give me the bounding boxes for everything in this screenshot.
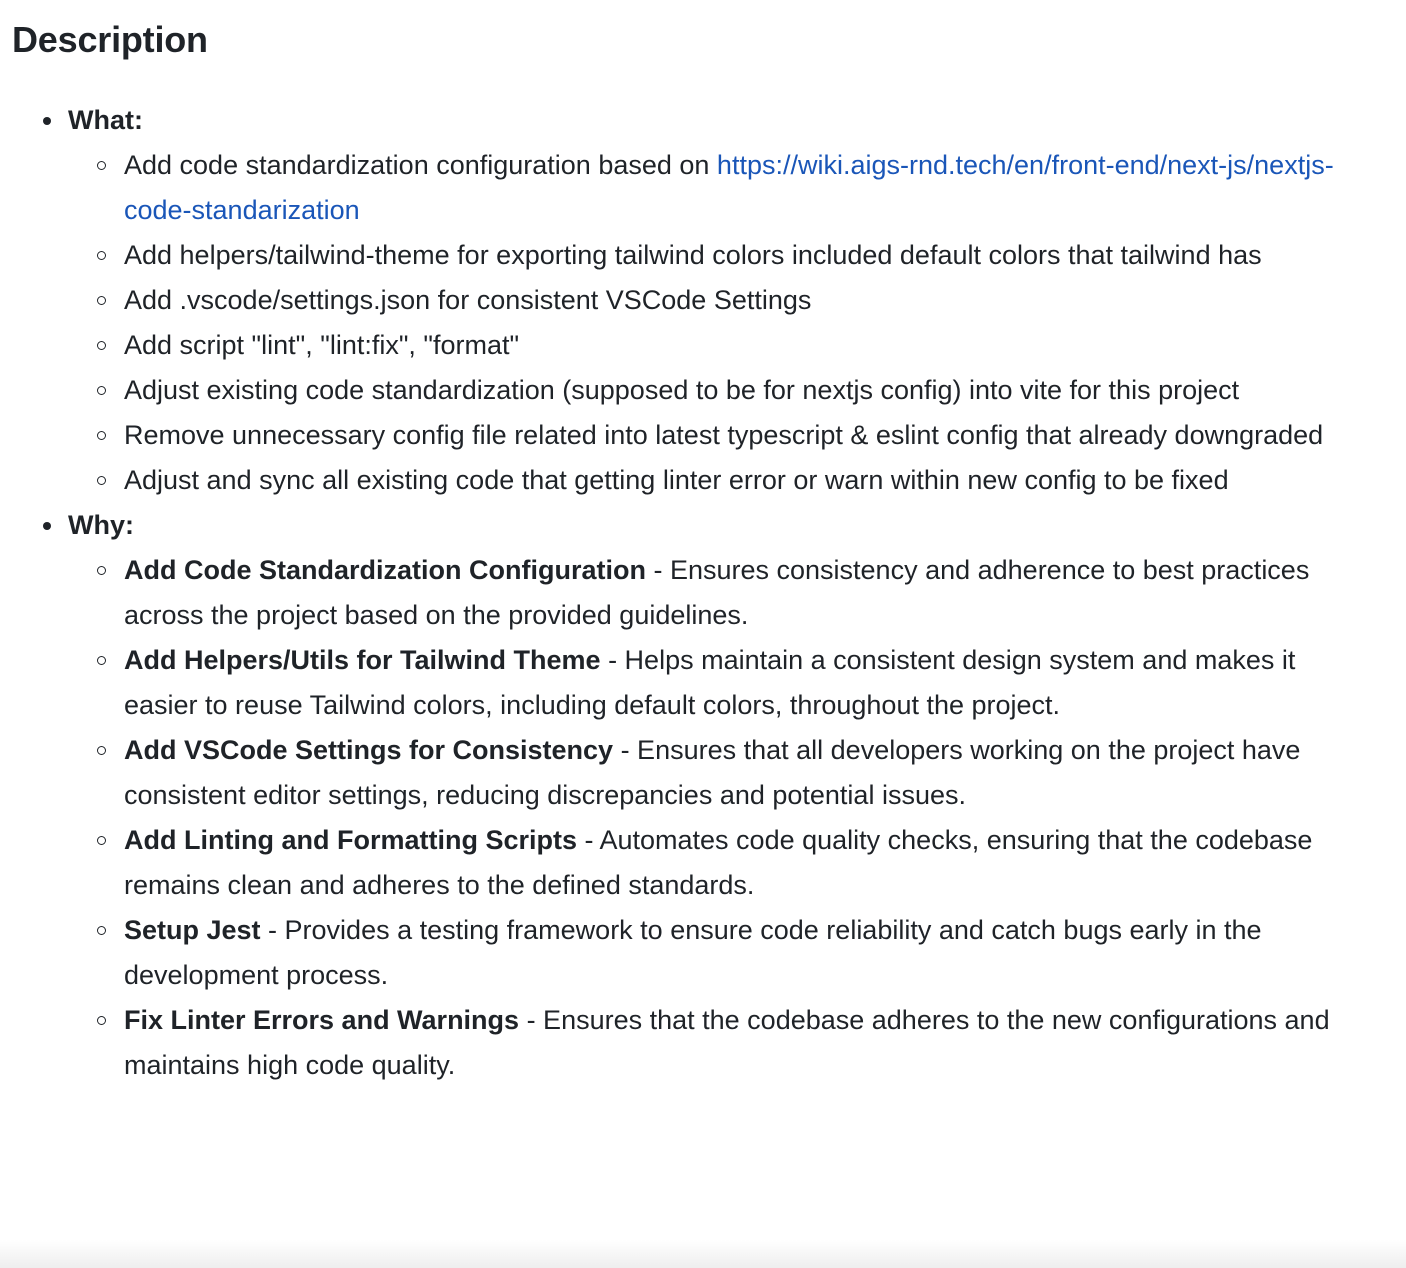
why-item <box>68 908 1344 998</box>
what-item-text: Adjust and sync all existing code that getting linter error or warn within new config to be fixed <box>124 465 1229 495</box>
what-item-text: Add .vscode/settings.json for consistent VSCode Settings <box>124 285 812 315</box>
disc-bullet-icon <box>43 117 51 125</box>
circle-bullet-icon <box>97 341 106 350</box>
why-item-desc: - Ensures consistency and adherence to best practices across the project based on the provided guidelines. <box>124 555 1310 630</box>
what-item-text: Adjust existing code standardization (supposed to be for nextjs config) into vite for this project <box>124 375 1240 405</box>
what-item-text: Add helpers/tailwind-theme for exporting tailwind colors included default colors that tailwind has <box>124 240 1262 270</box>
why-item <box>68 638 1344 728</box>
circle-bullet-icon <box>97 836 106 845</box>
why-item-desc: - Helps maintain a consistent design system and makes it easier to reuse Tailwind colors, including default colors, throughout the project. <box>124 645 1296 720</box>
circle-bullet-icon <box>97 656 106 665</box>
why-section <box>12 503 1392 1088</box>
circle-bullet-icon <box>97 251 106 260</box>
why-item-desc: - Provides a testing framework to ensure code reliability and catch bugs early in the development process. <box>124 915 1262 990</box>
circle-bullet-icon <box>97 566 106 575</box>
circle-bullet-icon <box>97 161 106 170</box>
what-item <box>68 413 1344 458</box>
what-item <box>68 143 1344 233</box>
why-item-desc: - Automates code quality checks, ensuring that the codebase remains clean and adheres to the defined standards. <box>124 825 1313 900</box>
circle-bullet-icon <box>97 386 106 395</box>
what-item-text: Add script "lint", "lint:fix", "format" <box>124 330 520 360</box>
why-item-title: Add Helpers/Utils for Tailwind Theme <box>124 645 601 675</box>
why-item-title: Add Code Standardization Configuration <box>124 555 646 585</box>
what-item <box>68 233 1344 278</box>
disc-bullet-icon <box>43 522 51 530</box>
what-items-list <box>68 143 1392 503</box>
description-list <box>12 98 1392 1088</box>
circle-bullet-icon <box>97 926 106 935</box>
what-item-text: Remove unnecessary config file related into latest typescript & eslint config that already downgraded <box>124 420 1324 450</box>
why-item-title: Add Linting and Formatting Scripts <box>124 825 577 855</box>
what-item <box>68 278 1344 323</box>
what-item <box>68 458 1344 503</box>
why-item <box>68 728 1344 818</box>
why-item <box>68 998 1344 1088</box>
why-label: Why: <box>68 510 134 540</box>
why-item <box>68 818 1344 908</box>
why-item-desc: - Ensures that the codebase adheres to the new configurations and maintains high code quality. <box>124 1005 1330 1080</box>
why-items-list <box>68 548 1392 1088</box>
description-document <box>12 14 1392 1088</box>
why-item <box>68 548 1344 638</box>
what-item-text: Add code standardization configuration based on <box>124 150 717 180</box>
circle-bullet-icon <box>97 476 106 485</box>
wiki-link[interactable]: https://wiki.aigs-rnd.tech/en/front-end/next-js/nextjs-code-standarization <box>124 150 1334 225</box>
circle-bullet-icon <box>97 1016 106 1025</box>
why-item-title: Add VSCode Settings for Consistency <box>124 735 614 765</box>
what-label: What: <box>68 105 143 135</box>
what-item <box>68 323 1344 368</box>
why-item-title: Fix Linter Errors and Warnings <box>124 1005 520 1035</box>
what-section <box>12 98 1392 503</box>
circle-bullet-icon <box>97 746 106 755</box>
description-heading: Description <box>12 19 208 60</box>
why-item-title: Setup Jest <box>124 915 261 945</box>
bottom-fade <box>0 1240 1406 1268</box>
circle-bullet-icon <box>97 296 106 305</box>
why-item-desc: - Ensures that all developers working on the project have consistent editor settings, reducing discrepancies and potential issues. <box>124 735 1301 810</box>
circle-bullet-icon <box>97 431 106 440</box>
what-item <box>68 368 1344 413</box>
